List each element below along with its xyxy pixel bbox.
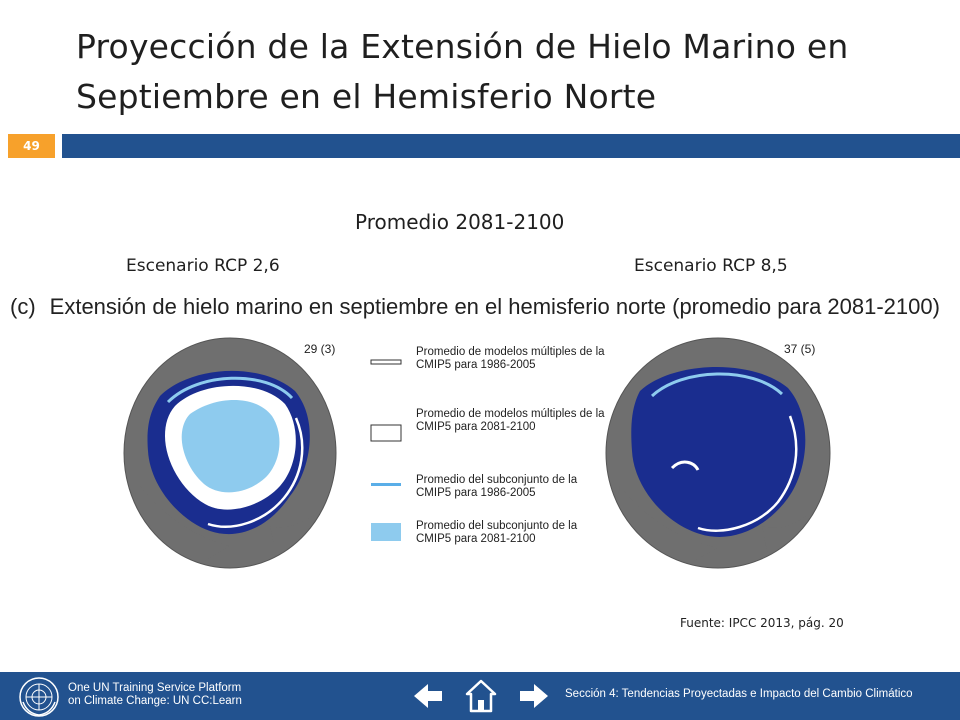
legend-blue-box-symbol bbox=[370, 522, 402, 542]
legend-white-box-symbol bbox=[370, 424, 402, 442]
platform-line-1: One UN Training Service Platform bbox=[68, 682, 242, 694]
figure-title bbox=[10, 294, 942, 320]
legend-white-line-symbol bbox=[370, 358, 402, 366]
legend-blue-line-symbol bbox=[370, 482, 402, 488]
map-right-model-count: 37 (5) bbox=[784, 342, 816, 356]
previous-arrow-icon[interactable] bbox=[412, 678, 444, 714]
home-icon[interactable] bbox=[464, 678, 498, 714]
average-period-label: Promedio 2081-2100 bbox=[355, 210, 565, 234]
platform-line-2: on Climate Change: UN CC:Learn bbox=[68, 695, 242, 707]
scenario-left-label: Escenario RCP 2,6 bbox=[126, 256, 280, 276]
next-arrow-icon[interactable] bbox=[518, 678, 550, 714]
legend-text: Promedio del subconjunto de la CMIP5 para 1986-2005 bbox=[416, 474, 578, 499]
map-left-model-count: 29 (3) bbox=[304, 342, 336, 356]
figure-panel-label: (c) bbox=[10, 294, 36, 319]
slide-number-badge: 49 bbox=[8, 134, 55, 158]
arctic-map-rcp85 bbox=[602, 336, 834, 570]
slide-title: Proyección de la Extensión de Hielo Marino en Septiembre en el Hemisferio Norte bbox=[76, 27, 849, 116]
figure-title-text: Extensión de hielo marino en septiembre en el hemisferio norte (promedio para 2081-2100) bbox=[49, 294, 940, 319]
legend-text: Promedio del subconjunto de la CMIP5 para 2081-2100 bbox=[416, 520, 578, 545]
un-emblem-icon bbox=[18, 676, 60, 718]
section-label: Sección 4: Tendencias Proyectadas e Impacto del Cambio Climático bbox=[565, 688, 913, 700]
title-divider-bar bbox=[62, 134, 960, 158]
platform-name bbox=[68, 682, 242, 708]
legend-text: Promedio de modelos múltiples de la CMIP5 para 2081-2100 bbox=[416, 408, 605, 433]
arctic-map-rcp26 bbox=[120, 336, 340, 570]
source-citation: Fuente: IPCC 2013, pág. 20 bbox=[680, 616, 844, 630]
legend-text: Promedio de modelos múltiples de la CMIP5 para 1986-2005 bbox=[416, 346, 605, 371]
scenario-right-label: Escenario RCP 8,5 bbox=[634, 256, 788, 276]
